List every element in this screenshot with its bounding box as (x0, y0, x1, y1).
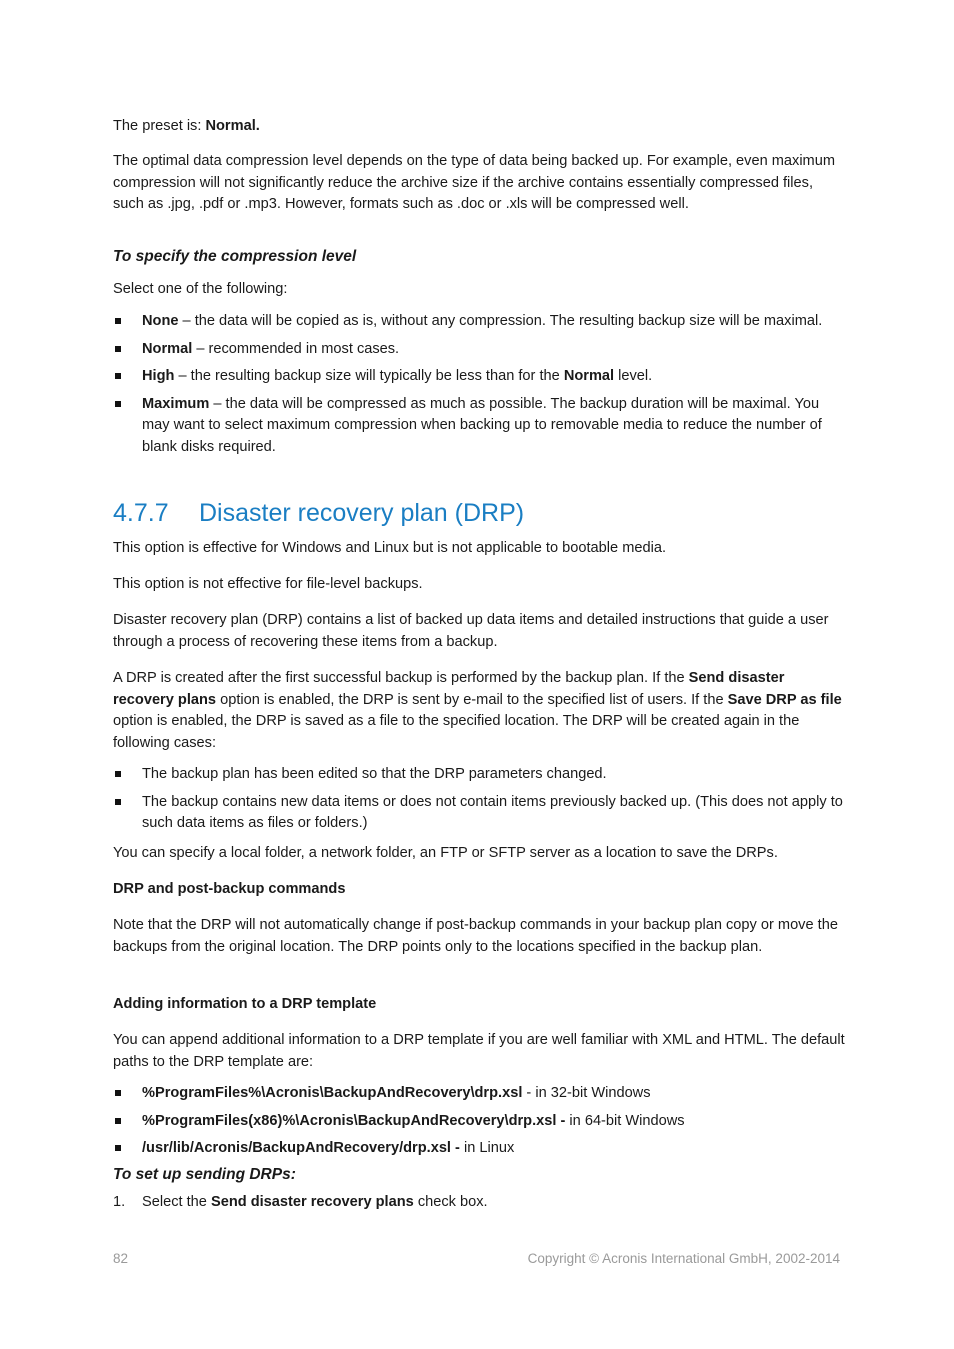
template-heading: Adding information to a DRP template (113, 996, 377, 1012)
list-item: High – the resulting backup size will typically be less than for the Normal level. (113, 366, 846, 388)
post-backup-text: Note that the DRP will not automatically change if post-backup commands in your backup plan copy or move the backups from the original location. The DRP points only to the locations specified in the backup plan. (113, 917, 838, 955)
list-item: Maximum – the data will be compressed as much as possible. The backup duration will be maximal. You may want to select maximum compression when backing up to removable media to reduce the number of blank disks required. (113, 394, 846, 459)
preset-value: Normal. (205, 118, 260, 134)
drp-paragraph: This option is not effective for file-level backups. (113, 576, 423, 592)
section-heading (113, 498, 524, 528)
template-path-list (113, 1083, 846, 1160)
template-text: You can append additional information to a DRP template if you are well familiar with XML and HTML. The default paths to the DRP template are: (113, 1032, 845, 1070)
sending-procedure-title: To set up sending DRPs: (113, 1166, 296, 1183)
list-item: %ProgramFiles(x86)%\Acronis\BackupAndRecovery\drp.xsl - in 64-bit Windows (113, 1111, 846, 1133)
list-item: %ProgramFiles%\Acronis\BackupAndRecovery\drp.xsl - in 32-bit Windows (113, 1083, 846, 1105)
sending-steps (113, 1192, 846, 1214)
compression-select-text: Select one of the following: (113, 281, 288, 297)
list-item: /usr/lib/Acronis/BackupAndRecovery/drp.xsl - in Linux (113, 1138, 846, 1160)
post-backup-heading: DRP and post-backup commands (113, 881, 346, 897)
drp-cases-list (113, 764, 846, 835)
drp-paragraph: Disaster recovery plan (DRP) contains a list of backed up data items and detailed instructions that guide a user through a process of recovering these items from a backup. (113, 612, 829, 650)
preset-line: The preset is: Normal. (113, 118, 260, 134)
page-number: 82 (113, 1251, 129, 1266)
compression-procedure-title: To specify the compression level (113, 248, 357, 265)
compression-intro: The optimal data compression level depends on the type of data being backed up. For example, even maximum compression will not significantly reduce the archive size if the archive contains essentially compressed files, such as .jpg, .pdf or .mp3. However, formats such as .doc or .xls will be compressed well. (113, 153, 835, 212)
list-item: 1. Select the Send disaster recovery plans check box. (113, 1194, 488, 1210)
copyright-notice: Copyright © Acronis International GmbH, 2002-2014 (527, 1251, 840, 1266)
compression-level-list (113, 311, 846, 458)
drp-paragraph: This option is effective for Windows and Linux but is not applicable to bootable media. (113, 540, 666, 556)
section-title: Disaster recovery plan (DRP) (199, 499, 525, 527)
drp-paragraph: A DRP is created after the first successful backup is performed by the backup plan. If the Send disaster recovery plans option is enabled, the DRP is sent by e-mail to the specified list of users. If the Save DRP as file option is enabled, the DRP is saved as a file to the specified location. The DRP will be created again in the following cases: (113, 670, 842, 751)
list-item: None – the data will be copied as is, without any compression. The resulting backup size will be maximal. (113, 311, 846, 333)
list-item: The backup contains new data items or does not contain items previously backed up. (This does not apply to such data items as files or folders.) (113, 792, 846, 835)
list-item: Normal – recommended in most cases. (113, 339, 846, 361)
list-item: The backup plan has been edited so that the DRP parameters changed. (113, 764, 846, 786)
drp-paragraph: You can specify a local folder, a network folder, an FTP or SFTP server as a location to save the DRPs. (113, 845, 778, 861)
section-number: 4.7.7 (113, 499, 169, 527)
